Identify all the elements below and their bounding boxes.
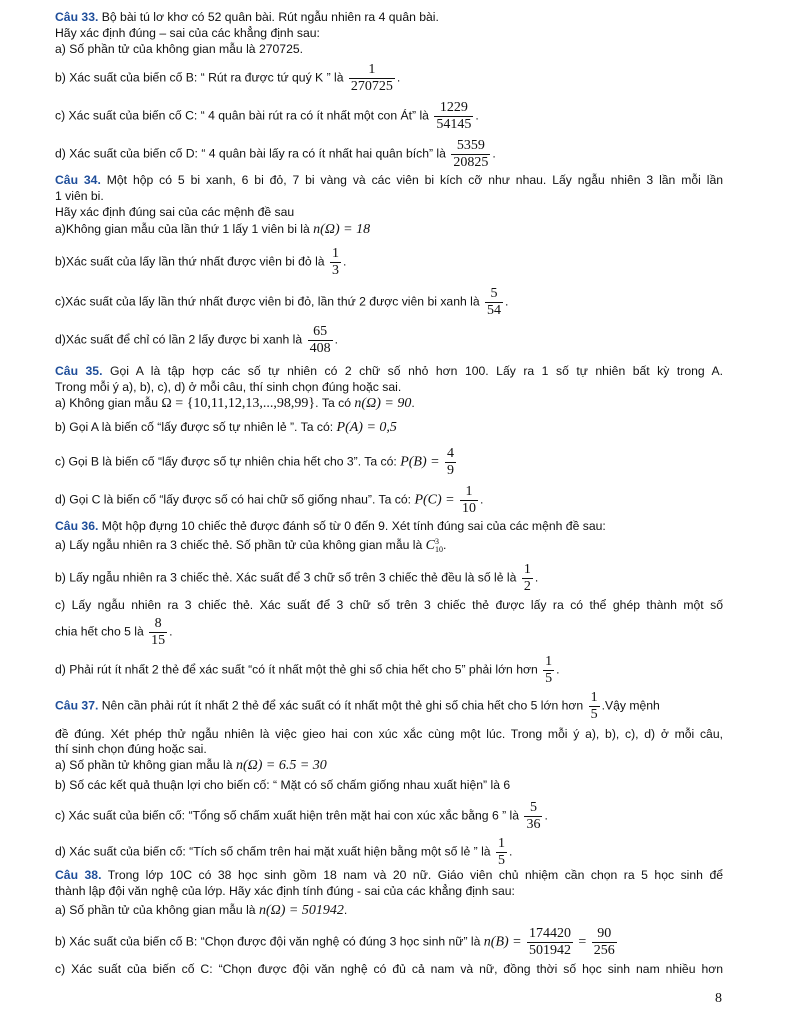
- q37-label: Câu 37.: [55, 698, 99, 713]
- q37-intro1: Nên cần phải rút ít nhất 2 thẻ để xác suất có ít nhất một thẻ ghi số chia hết cho 5 lớn hơn: [101, 698, 584, 713]
- q34-c-den: 54: [487, 303, 502, 318]
- q36-option-c-line1: c) Lấy ngẫu nhiên ra 3 chiếc thẻ. Xác suất để 3 chữ số trên 3 chiếc thẻ được lấy ra có thể ghép thành một số: [55, 598, 723, 612]
- q33-option-c: c) Xác suất của biến cố C: “ 4 quân bài rút ra có ít nhất một con Át” là $\frac{1229}{54145}$ .: [55, 100, 479, 132]
- q35-c-text: c) Gọi B là biến cố “lấy được số tự nhiên chia hết cho 3”. Ta có:: [55, 454, 397, 469]
- q33-d-den: 20825: [453, 155, 489, 170]
- q33-c-num: 1229: [439, 100, 468, 115]
- q33-label: Câu 33.: [55, 10, 99, 24]
- q36-d-den: 5: [545, 671, 553, 686]
- q35-c-fraction: [445, 446, 456, 479]
- q37-intro-line: [55, 690, 660, 723]
- q35-a-mid: . Ta có: [315, 396, 352, 410]
- q33-d-fraction: [451, 138, 490, 171]
- q37-d-num: 1: [497, 836, 505, 851]
- q35-a-math2: n(Ω) = 90: [354, 396, 412, 411]
- q35-c-den: 9: [446, 463, 454, 478]
- q36-b-fraction: [522, 562, 533, 595]
- q34-a-text: a)Không gian mẫu của lần thứ 1 lấy 1 viên bi là: [55, 222, 310, 236]
- q38-intro2: thành lập đội văn nghệ của lớp. Hãy xác định tính đúng - sai của các khẳng định sau:: [55, 884, 515, 898]
- q35-label: Câu 35.: [55, 364, 103, 378]
- q36-a-sub: 10: [435, 545, 443, 554]
- q36-c-den: 15: [151, 633, 166, 648]
- q36-option-c-line2: chia hết cho 5 là $\frac{8}{15}$ .: [55, 616, 173, 648]
- q37-intro2: đề đúng. Xét phép thử ngẫu nhiên là việc gieo hai con xúc xắc cùng một lúc. Trong mỗi ý a), b), c), d) ở mỗi câu,: [55, 727, 723, 741]
- q34-b-num: 1: [331, 246, 339, 261]
- q36-b-text: b) Lấy ngẫu nhiên ra 3 chiếc thẻ. Xác suất để 3 chữ số trên 3 chiếc thẻ đều là số lẻ là: [55, 570, 517, 585]
- q35-intro2: Trong mỗi ý a), b), c), d) ở mỗi câu, thí sinh chọn đúng hoặc sai.: [55, 380, 402, 394]
- q38-b-num2: 90: [597, 926, 612, 941]
- q37-d-fraction: [496, 836, 507, 869]
- q38-label: Câu 38.: [55, 868, 102, 882]
- q33-b-den: 270725: [350, 79, 393, 94]
- q34-d-text: d)Xác suất để chỉ có lần 2 lấy được bi xanh là: [55, 332, 303, 347]
- q33-c-fraction: [434, 100, 473, 133]
- q37-a-text: a) Số phần tử không gian mẫu là: [55, 758, 233, 772]
- q35-intro-line: [55, 364, 723, 379]
- q36-b-den: 2: [523, 579, 531, 594]
- q36-label: Câu 36.: [55, 519, 99, 533]
- q35-option-b: [55, 420, 397, 435]
- q36-a-text: a) Lấy ngẫu nhiên ra 3 chiếc thẻ. Số phần tử của không gian mẫu là: [55, 538, 423, 553]
- q38-option-c: c) Xác suất của biến cố C: “Chọn được đội văn nghệ có đủ cả nam và nữ, đồng thời số học sinh nam nhiều hơn: [55, 962, 723, 976]
- q34-prompt: Hãy xác định đúng sai của các mệnh đề sau: [55, 205, 295, 219]
- q34-label: Câu 34.: [55, 173, 101, 187]
- q38-b-den1: 501942: [529, 943, 572, 958]
- q34-d-fraction: [308, 324, 333, 357]
- q37-intro-tail: .Vậy mệnh: [601, 698, 660, 713]
- q35-option-c: [55, 446, 458, 479]
- q37-d-text: d) Xác suất của biến cố: “Tích số chấm trên hai mặt xuất hiện bằng một số lẻ ” là: [55, 844, 491, 859]
- q36-intro-line: [55, 519, 606, 534]
- q36-c-num: 8: [154, 616, 162, 631]
- q36-c-text2: chia hết cho 5 là: [55, 624, 144, 639]
- q35-d-math: P(C) =: [414, 492, 455, 508]
- q34-c-text: c)Xác suất của lấy lần thứ nhất được viên bi đỏ, lần thứ 2 được viên bi xanh là: [55, 294, 480, 309]
- q38-intro1: Trong lớp 10C có 38 học sinh gồm 18 nam và 20 nữ. Giáo viên chủ nhiệm cần chọn ra 5 học sinh để: [107, 868, 724, 882]
- q35-c-math: P(B) =: [400, 454, 440, 470]
- q37-intro-fraction: [589, 690, 600, 723]
- q37-option-c: c) Xác suất của biến cố: “Tổng số chấm xuất hiện trên mặt hai con xúc xắc bằng 6 ” là $\frac{5}{36}$ .: [55, 800, 548, 832]
- q33-b-num: 1: [368, 62, 376, 77]
- q38-option-a: a) Số phần tử của không gian mẫu là n(Ω) = 501942.: [55, 903, 348, 918]
- q34-b-den: 3: [331, 263, 339, 278]
- q35-b-math: P(A) = 0,5: [336, 420, 397, 435]
- q36-a-math: C: [425, 538, 435, 554]
- q34-b-fraction: [330, 246, 341, 279]
- q37-c-den: 36: [526, 817, 541, 832]
- q34-option-b: b)Xác suất của lấy lần thứ nhất được viên bi đỏ là $\frac{1}{3}$ .: [55, 246, 347, 278]
- q33-b-fraction: [349, 62, 395, 95]
- q34-c-num: 5: [490, 286, 498, 301]
- q38-b-text: b) Xác suất của biến cố B: “Chọn được đội văn nghệ có đúng 3 học sinh nữ” là: [55, 934, 481, 949]
- q37-intro3: thí sinh chọn đúng hoặc sai.: [55, 742, 207, 756]
- q37-d-den: 5: [497, 853, 505, 868]
- q34-intro2: 1 viên bi.: [55, 189, 104, 203]
- q35-option-d: d) Gọi C là biến cố “lấy được số có hai chữ số giống nhau”. Ta có: P(C) = $\frac{1}{10}$ .: [55, 484, 484, 516]
- q33-option-d: d) Xác suất của biến cố D: “ 4 quân bài lấy ra có ít nhất hai quân bích” là $\frac{5359}{20825}$ .: [55, 138, 496, 170]
- q38-option-b: [55, 926, 619, 959]
- q33-c-den: 54145: [436, 117, 472, 132]
- q35-d-num: 1: [465, 484, 473, 499]
- page-number: 8: [715, 991, 722, 1006]
- q35-c-num: 4: [446, 446, 454, 461]
- q36-option-d: d) Phải rút ít nhất 2 thẻ để xác suất “có ít nhất một thẻ ghi số chia hết cho 5” phải lớn hơn $\frac{1}{5}$ .: [55, 654, 560, 686]
- q37-intro-den: 5: [590, 707, 598, 722]
- q38-b-fraction1: [527, 926, 573, 959]
- q33-prompt: Hãy xác định đúng – sai của các khẳng định sau:: [55, 26, 320, 40]
- q36-b-num: 1: [523, 562, 531, 577]
- q34-intro1: Một hộp có 5 bi xanh, 6 bi đỏ, 7 bi vàng và các viên bi kích cỡ như nhau. Lấy ngẫu nhiên 3 lần mỗi lần: [106, 173, 723, 187]
- q37-option-a: [55, 758, 327, 773]
- q37-c-text: c) Xác suất của biến cố: “Tổng số chấm xuất hiện trên mặt hai con xúc xắc bằng 6 ” là: [55, 808, 520, 823]
- q35-b-text: b) Gọi A là biến cố “lấy được số tự nhiên lẻ ”. Ta có:: [55, 420, 334, 434]
- q38-intro-line: [55, 868, 723, 883]
- q36-d-fraction: [543, 654, 554, 687]
- q38-b-math: n(B) =: [483, 934, 522, 950]
- q36-option-b: b) Lấy ngẫu nhiên ra 3 chiếc thẻ. Xác suất để 3 chữ số trên 3 chiếc thẻ đều là số lẻ là $\frac{1}{2}$ .: [55, 562, 539, 594]
- q36-c-fraction: [149, 616, 167, 649]
- q38-a-text: a) Số phần tử của không gian mẫu là: [55, 903, 256, 917]
- q37-a-math: n(Ω) = 6.5 = 30: [235, 758, 327, 773]
- q38-b-den2: 256: [593, 943, 615, 958]
- q33-d-text: d) Xác suất của biến cố D: “ 4 quân bài lấy ra có ít nhất hai quân bích” là: [55, 146, 446, 161]
- q34-b-text: b)Xác suất của lấy lần thứ nhất được viên bi đỏ là: [55, 254, 325, 269]
- q37-c-num: 5: [529, 800, 537, 815]
- q34-c-fraction: [485, 286, 503, 319]
- q35-intro1: Gọi A là tập hợp các số tự nhiên có 2 chữ số nhỏ hơn 100. Lấy ra 1 số tự nhiên bất kỳ trong A.: [110, 364, 723, 378]
- q37-option-d: d) Xác suất của biến cố: “Tích số chấm trên hai mặt xuất hiện bằng một số lẻ ” là $\frac{1}{5}$ .: [55, 836, 513, 868]
- q34-d-den: 408: [309, 341, 331, 356]
- q35-a-math: Ω = {10,11,12,13,...,98,99}: [161, 396, 316, 411]
- q35-d-den: 10: [462, 501, 476, 516]
- q38-b-num1: 174420: [529, 926, 572, 941]
- q35-option-a: a) Không gian mẫu Ω = {10,11,12,13,...,98,99}. Ta có n(Ω) = 90.: [55, 396, 415, 411]
- q35-d-text: d) Gọi C là biến cố “lấy được số có hai chữ số giống nhau”. Ta có:: [55, 492, 412, 507]
- q38-b-fraction2: [592, 926, 617, 959]
- q33-intro: Bộ bài tú lơ khơ có 52 quân bài. Rút ngẫu nhiên ra 4 quân bài.: [101, 10, 439, 24]
- q36-a-sup: 3: [435, 537, 439, 546]
- q36-a-script: [435, 538, 443, 554]
- q35-d-fraction: [460, 484, 478, 517]
- q33-d-num: 5359: [456, 138, 485, 153]
- q33-option-b: b) Xác suất của biến cố B: “ Rút ra được tứ quý K ” là $\frac{1}{270725}$ .: [55, 62, 401, 94]
- q34-intro-line: [55, 173, 723, 188]
- q33-option-a: a) Số phần tử của không gian mẫu là 270725.: [55, 42, 304, 56]
- q36-d-num: 1: [545, 654, 553, 669]
- q35-a-text: a) Không gian mẫu: [55, 396, 158, 410]
- q37-option-b: b) Số các kết quả thuận lợi cho biến cố: “ Mặt có số chấm giống nhau xuất hiện” là 6: [55, 778, 511, 792]
- q33-intro-line: [55, 10, 439, 25]
- q36-option-a: a) Lấy ngẫu nhiên ra 3 chiếc thẻ. Số phần tử của không gian mẫu là C 3 10 .: [55, 537, 447, 554]
- q33-c-text: c) Xác suất của biến cố C: “ 4 quân bài rút ra có ít nhất một con Át” là: [55, 108, 429, 123]
- q36-d-text: d) Phải rút ít nhất 2 thẻ để xác suất “có ít nhất một thẻ ghi số chia hết cho 5” phải lớn hơn: [55, 662, 538, 677]
- q34-option-d: d)Xác suất để chỉ có lần 2 lấy được bi xanh là $\frac{65}{408}$ .: [55, 324, 338, 356]
- q34-a-math: n(Ω) = 18: [313, 222, 371, 237]
- q37-intro-num: 1: [590, 690, 598, 705]
- q34-option-c: c)Xác suất của lấy lần thứ nhất được viên bi đỏ, lần thứ 2 được viên bi xanh là $\frac{5}{54}$ .: [55, 286, 509, 318]
- q38-a-math: n(Ω) = 501942: [258, 903, 344, 918]
- q33-b-text: b) Xác suất của biến cố B: “ Rút ra được tứ quý K ” là: [55, 70, 344, 85]
- q37-c-fraction: [524, 800, 542, 833]
- q38-b-eq: =: [578, 934, 587, 950]
- q36-intro: Một hộp đựng 10 chiếc thẻ được đánh số từ 0 đến 9. Xét tính đúng sai của các mệnh đề sau:: [101, 519, 606, 533]
- q34-option-a: [55, 222, 370, 237]
- q34-d-num: 65: [313, 324, 328, 339]
